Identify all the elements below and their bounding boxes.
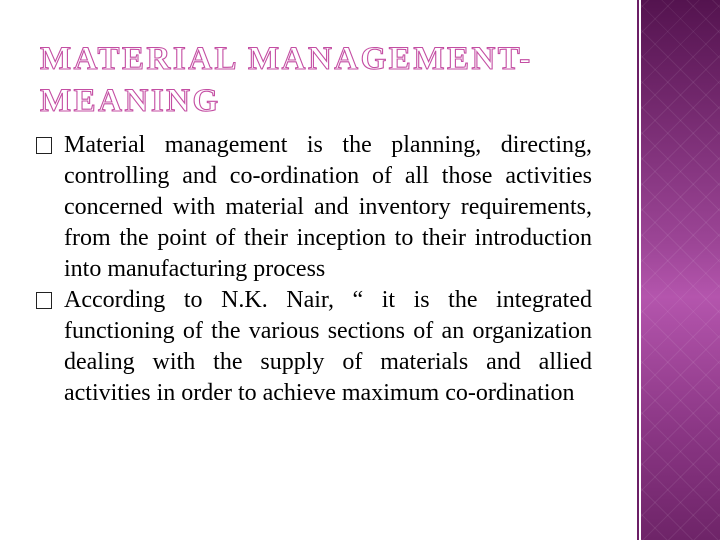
bullet-list [36,130,592,409]
decorative-side-panel [641,0,720,540]
bullet-text: According to N.K. Nair, “ it is the integrated functioning of the various sections of an organization dealing with the supply of materials and allied activities in order to achieve maximum co-ordination [64,287,592,406]
panel-divider [637,0,639,540]
square-bullet-icon [36,292,52,309]
slide-title: MATERIAL MANAGEMENT-MEANING [40,41,533,119]
list-item [36,130,592,285]
list-item [36,285,592,409]
bullet-text: Material management is the planning, directing, controlling and co-ordination of all those activities concerned with material and inventory requirements, from the point of their inception to their introduction into manufacturing process [64,132,592,282]
square-bullet-icon [36,137,52,154]
